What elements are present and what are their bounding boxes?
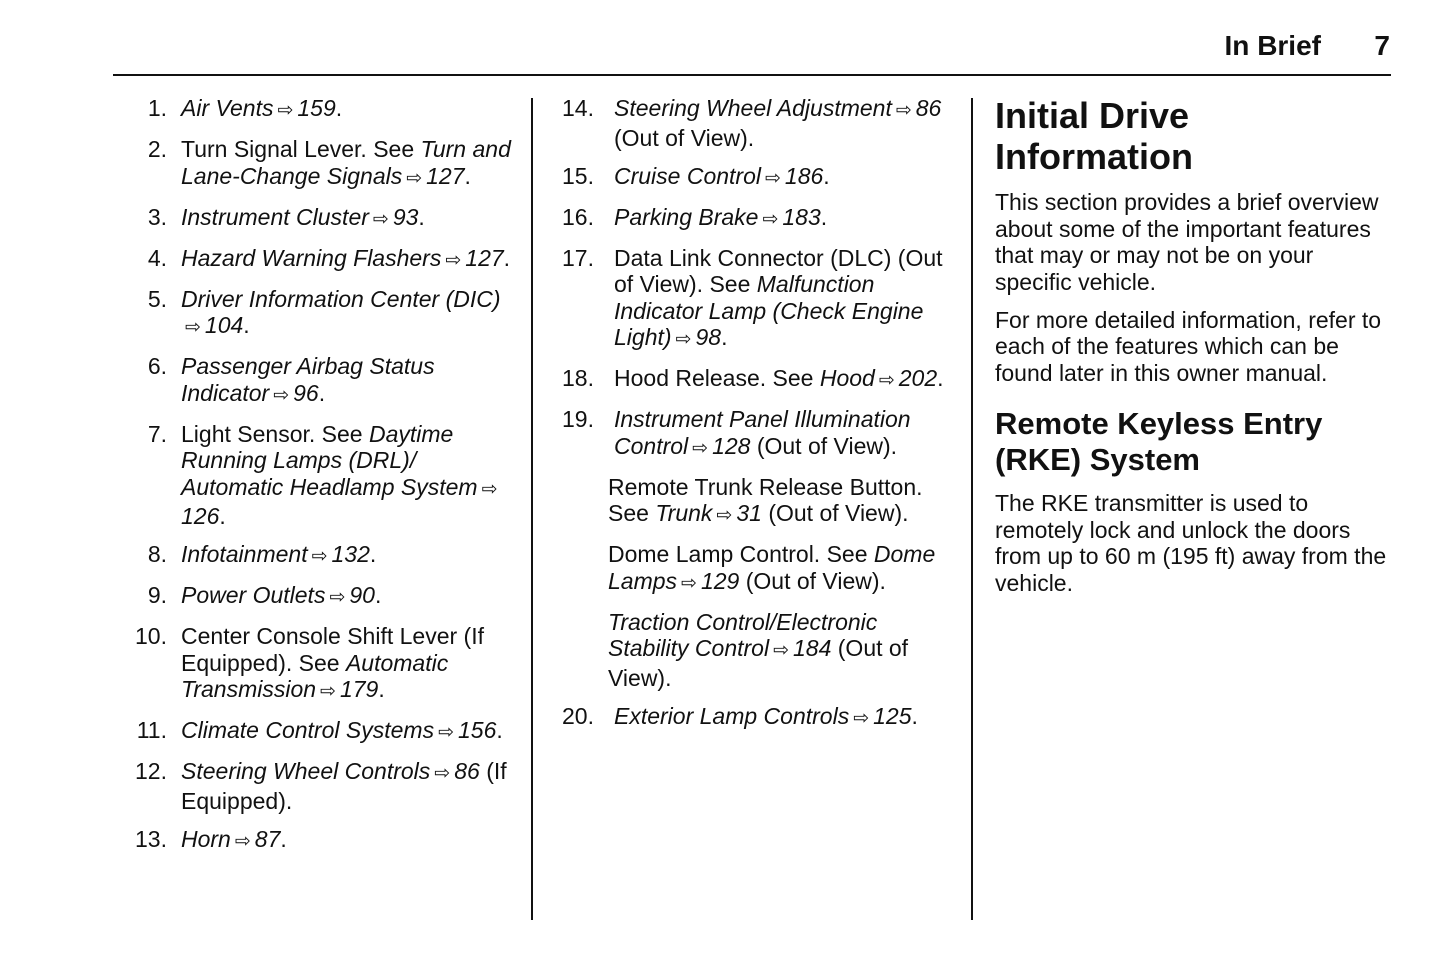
italic-reference-text: 127	[465, 244, 504, 271]
item-text-part: .	[219, 503, 226, 529]
list-item	[113, 353, 518, 409]
list-item	[554, 365, 954, 395]
item-text-part: .	[503, 244, 511, 271]
page-reference-arrow-icon: ⇨	[434, 763, 451, 784]
item-text	[167, 95, 518, 125]
item-number: 5.	[147, 285, 167, 312]
item-number: 2.	[147, 136, 167, 162]
item-text	[167, 421, 518, 530]
italic-reference-text: 156	[458, 717, 497, 743]
item-number: 8.	[147, 541, 167, 567]
page-reference-arrow-icon: ⇨	[406, 167, 423, 189]
middle-column-list	[554, 95, 954, 744]
item-number: 7.	[147, 420, 167, 447]
item-text-part: (Out of View).	[608, 635, 909, 691]
italic-reference-text: 96	[293, 379, 319, 406]
item-text-part: .	[911, 702, 918, 729]
page-reference-arrow-icon: ⇨	[675, 329, 692, 350]
page-reference-arrow-icon: ⇨	[329, 587, 346, 608]
page-reference-arrow-icon: ⇨	[273, 384, 290, 406]
italic-reference-text: 128	[712, 432, 751, 459]
item-number: 11.	[136, 717, 167, 743]
item-text	[167, 136, 518, 192]
item-number: 17.	[562, 244, 594, 271]
item-number: 9.	[147, 582, 167, 608]
italic-reference-text: Traction Control/Electronic Stability Control	[608, 608, 878, 661]
item-text	[594, 406, 954, 462]
page-reference-arrow-icon: ⇨	[773, 640, 789, 661]
item-text	[167, 717, 518, 747]
italic-reference-text: Trunk	[655, 500, 713, 526]
page-reference-arrow-icon: ⇨	[765, 167, 781, 189]
italic-reference-text: Steering Wheel Controls	[181, 758, 431, 784]
italic-reference-text: 86	[454, 758, 480, 784]
item-text	[167, 541, 518, 571]
item-text-part: .	[335, 95, 343, 121]
italic-reference-text: 179	[339, 676, 379, 702]
page-reference-arrow-icon: ⇨	[320, 681, 336, 702]
item-text-part: Turn Signal Lever. See	[181, 136, 421, 162]
item-number: 3.	[147, 203, 167, 230]
item-text	[167, 582, 518, 612]
item-number: 16.	[562, 203, 594, 230]
italic-reference-text: 184	[793, 635, 832, 661]
italic-reference-text: 132	[331, 541, 370, 567]
item-text	[167, 826, 518, 856]
page-number: 7	[1374, 30, 1390, 61]
item-text-part: .	[820, 203, 828, 230]
italic-reference-text: 159	[297, 95, 336, 121]
item-text-part: .	[823, 162, 830, 189]
item-text-part: (Out of View).	[761, 500, 909, 526]
right-column	[995, 95, 1395, 608]
italic-reference-text: 90	[349, 582, 375, 608]
list-item	[554, 204, 954, 234]
italic-reference-text: 129	[700, 567, 740, 594]
italic-reference-text: Climate Control Systems	[181, 717, 435, 743]
left-column-list	[113, 95, 518, 867]
item-text	[167, 204, 518, 234]
list-item	[113, 421, 518, 530]
column-divider-2	[971, 98, 973, 920]
page-reference-arrow-icon: ⇨	[438, 722, 454, 743]
list-item-continuation	[554, 474, 954, 530]
italic-reference-text: Horn	[181, 825, 231, 852]
list-item	[554, 245, 954, 354]
page-reference-arrow-icon: ⇨	[762, 208, 779, 230]
italic-reference-text: Infotainment	[181, 541, 308, 567]
list-item	[554, 163, 954, 193]
italic-reference-text: Turn and Lane-Change Signals	[181, 136, 511, 189]
italic-reference-text: 86	[915, 95, 942, 121]
list-item	[113, 758, 518, 814]
page-reference-arrow-icon: ⇨	[895, 100, 912, 121]
item-text	[594, 163, 954, 193]
list-item	[113, 95, 518, 125]
item-text	[594, 365, 954, 395]
list-item-continuation	[554, 609, 954, 692]
italic-reference-text: 127	[426, 162, 465, 189]
item-number: 20.	[562, 702, 594, 729]
page-reference-arrow-icon: ⇨	[185, 317, 201, 338]
list-item	[554, 703, 954, 733]
italic-reference-text: Exterior Lamp Controls	[614, 702, 850, 729]
list-item	[113, 541, 518, 571]
italic-reference-text: 186	[784, 162, 824, 189]
item-number: 15.	[562, 162, 594, 189]
italic-reference-text: Parking Brake	[614, 203, 759, 230]
item-text-part: .	[280, 825, 287, 852]
list-item	[554, 406, 954, 462]
italic-reference-text: 87	[254, 825, 281, 852]
item-text-part: Hood Release. See	[614, 365, 820, 391]
list-item	[113, 717, 518, 747]
list-item	[113, 623, 518, 706]
item-text-part: .	[496, 717, 503, 743]
list-item	[113, 286, 518, 342]
item-text-part: Remote Trunk Release Button. See	[608, 473, 923, 526]
italic-reference-text: 125	[873, 702, 912, 729]
page-reference-arrow-icon: ⇨	[692, 437, 709, 459]
item-text-part: (Out of View).	[614, 124, 755, 151]
list-item	[554, 95, 954, 151]
item-number: 4.	[147, 244, 167, 271]
item-text	[167, 758, 518, 814]
italic-reference-text: Daytime Running Lamps (DRL)/ Automatic Headlamp System	[181, 420, 478, 500]
item-number: 19.	[562, 406, 594, 432]
page-reference-arrow-icon: ⇨	[234, 830, 251, 852]
item-text-part: Dome Lamp Control. See	[608, 541, 874, 567]
italic-reference-text: Driver Information Center (DIC)	[181, 285, 501, 312]
item-text	[594, 95, 954, 151]
italic-reference-text: Dome Lamps	[608, 541, 936, 594]
italic-reference-text: Instrument Cluster	[181, 203, 369, 230]
italic-reference-text: 31	[736, 500, 762, 526]
item-text-part: .	[243, 312, 250, 338]
italic-reference-text: Malfunction Indicator Lamp (Check Engine Light)	[614, 271, 924, 350]
list-item	[113, 204, 518, 234]
italic-reference-text: 93	[392, 203, 419, 230]
page-reference-arrow-icon: ⇨	[481, 478, 498, 500]
item-number: 14.	[562, 95, 594, 121]
italic-reference-text: 126	[181, 503, 220, 529]
section-paragraph-1: This section provides a brief overview about some of the important features that may or may not be on your specific vehicle.	[995, 189, 1379, 295]
italic-reference-text: Instrument Panel Illumination Control	[614, 406, 911, 459]
item-number: 12.	[135, 758, 167, 784]
italic-reference-text: Power Outlets	[181, 582, 326, 608]
page-reference-arrow-icon: ⇨	[445, 249, 462, 271]
italic-reference-text: 183	[782, 203, 821, 230]
item-text-part: (Out of View).	[739, 567, 886, 594]
italic-reference-text: Steering Wheel Adjustment	[614, 95, 892, 121]
italic-reference-text: 202	[898, 365, 938, 391]
item-text	[167, 623, 518, 706]
page-reference-arrow-icon: ⇨	[681, 572, 697, 594]
section-paragraph-2: For more detailed information, refer to each of the features which can be found later in this owner manual.	[995, 306, 1382, 386]
italic-reference-text: Hood	[819, 365, 875, 391]
item-text	[594, 204, 954, 234]
page-reference-arrow-icon: ⇨	[716, 505, 733, 526]
item-text-part: .	[721, 324, 728, 350]
header-section-title: In Brief	[1224, 30, 1321, 61]
section-heading: Initial Drive Information	[995, 95, 1193, 177]
italic-reference-text: 104	[204, 312, 244, 338]
italic-reference-text: 98	[695, 324, 722, 350]
item-text-part: .	[374, 582, 382, 608]
item-text-part: .	[937, 365, 944, 391]
page-reference-arrow-icon: ⇨	[311, 546, 328, 567]
item-text	[594, 245, 954, 354]
list-item	[113, 582, 518, 612]
column-divider-1	[531, 98, 533, 920]
item-text-part: .	[464, 162, 471, 189]
subsection-paragraph: The RKE transmitter is used to remotely lock and unlock the doors from up to 60 m (195 ft) away from the vehicle.	[995, 490, 1387, 596]
page-reference-arrow-icon: ⇨	[878, 370, 895, 391]
page-reference-arrow-icon: ⇨	[277, 100, 294, 121]
item-number: 6.	[147, 353, 167, 379]
item-text	[167, 245, 518, 275]
italic-reference-text: Hazard Warning Flashers	[181, 244, 442, 271]
subsection-heading: Remote Keyless Entry (RKE) System	[995, 406, 1323, 477]
italic-reference-text: Passenger Airbag Status Indicator	[181, 353, 435, 406]
item-text-part: Center Console Shift Lever (If Equipped). See	[181, 623, 484, 676]
item-text-part: (Out of View).	[750, 432, 898, 459]
item-text-part: .	[418, 203, 425, 230]
italic-reference-text: Air Vents	[181, 95, 274, 121]
page-reference-arrow-icon: ⇨	[853, 707, 870, 729]
item-text-part: .	[369, 541, 377, 567]
item-number: 13.	[135, 825, 167, 852]
list-item	[113, 245, 518, 275]
list-item-continuation	[554, 541, 954, 597]
list-item	[113, 826, 518, 856]
italic-reference-text: Automatic Transmission	[181, 649, 449, 702]
item-text	[167, 286, 518, 342]
item-text-part: Light Sensor. See	[181, 420, 369, 447]
item-text-part: .	[378, 676, 385, 702]
italic-reference-text: Cruise Control	[614, 162, 761, 189]
header-divider	[113, 74, 1391, 76]
list-item	[113, 136, 518, 192]
item-text	[167, 353, 518, 409]
item-number: 1.	[147, 95, 167, 121]
item-text-part: Data Link Connector (DLC) (Out of View). See	[614, 244, 943, 297]
page-reference-arrow-icon: ⇨	[372, 208, 389, 230]
item-number: 10.	[135, 623, 167, 649]
item-text-part: (If Equipped).	[181, 758, 507, 814]
item-number: 18.	[562, 365, 594, 391]
item-text	[594, 703, 954, 733]
item-text-part: .	[318, 379, 326, 406]
